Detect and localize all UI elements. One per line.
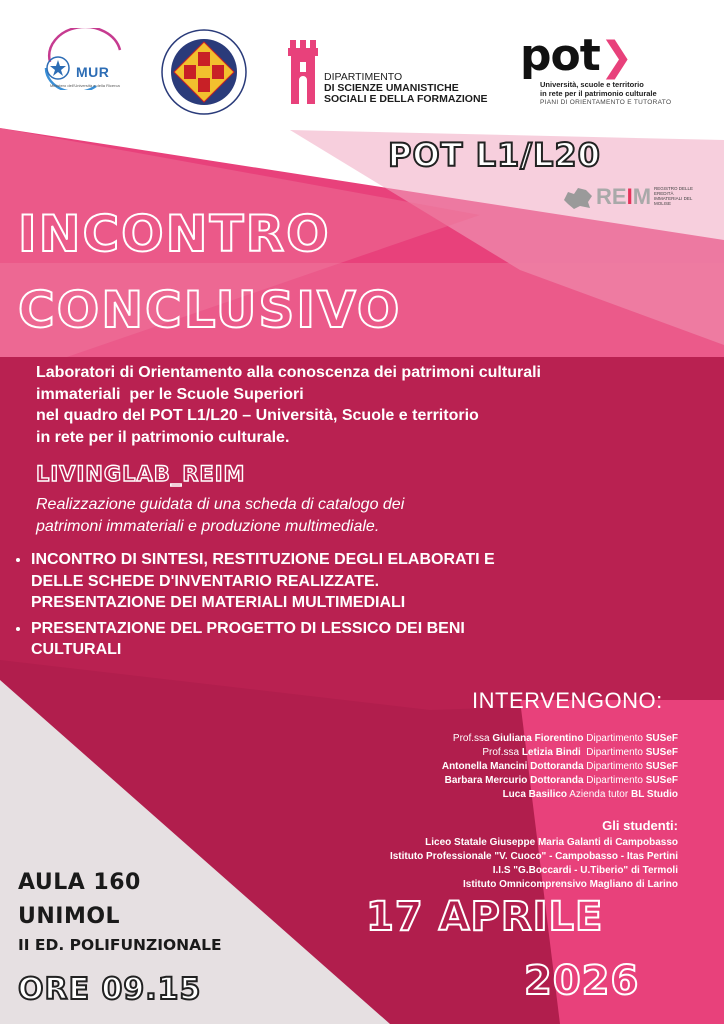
speaker-name: Letizia Bindi bbox=[521, 747, 581, 758]
molise-map-icon bbox=[562, 186, 594, 210]
pot-tagline bbox=[540, 80, 657, 98]
reim-logo-re: RE bbox=[596, 184, 627, 209]
heading-line-1: INCONTRO bbox=[18, 205, 331, 263]
intro-line-4: in rete per il patrimonio culturale. bbox=[36, 428, 290, 446]
pot-tagline-2: in rete per il patrimonio culturale bbox=[540, 89, 657, 98]
department-line-3: SOCIALI E DELLA FORMAZIONE bbox=[324, 93, 488, 105]
reim-logo-caption: REGISTRO DELLE EREDITÀ IMMATERIALI DEL MOLISE bbox=[654, 186, 694, 206]
arrow-right-icon: ❯ bbox=[599, 34, 633, 80]
activity-description bbox=[36, 494, 596, 537]
event-date: 17 APRILE bbox=[366, 894, 604, 940]
speaker-name: Luca Basilico bbox=[502, 789, 568, 800]
reim-logo bbox=[596, 184, 651, 210]
speaker-org: SUSeF bbox=[645, 733, 678, 744]
speakers-title: INTERVENGONO: bbox=[472, 688, 663, 713]
program-code: POT L1/L20 bbox=[388, 136, 601, 174]
speaker-role: Azienda tutor bbox=[567, 789, 631, 800]
schools-list bbox=[390, 836, 678, 892]
venue-university: UNIMOL bbox=[18, 904, 121, 929]
description-line-2: patrimoni immateriali e produzione multimediale. bbox=[36, 517, 380, 535]
speaker-row bbox=[442, 746, 678, 760]
speaker-role: Dipartimento bbox=[583, 761, 646, 772]
speaker-row bbox=[442, 732, 678, 746]
description-line-1: Realizzazione guidata di una scheda di catalogo dei bbox=[36, 496, 405, 513]
mur-logo bbox=[36, 28, 128, 90]
intro-text bbox=[36, 362, 676, 448]
speaker-row bbox=[442, 760, 678, 774]
speaker-role: Dipartimento bbox=[580, 747, 646, 758]
department-name bbox=[324, 72, 488, 105]
speaker-org: SUSeF bbox=[645, 775, 678, 786]
students-title: Gli studenti: bbox=[602, 818, 678, 833]
agenda-item: • PRESENTAZIONE DEL PROGETTO DI LESSICO DEI BENI CULTURALI bbox=[31, 618, 511, 661]
speaker-row bbox=[442, 774, 678, 788]
pot-logo bbox=[520, 30, 633, 81]
reim-logo-m: M bbox=[632, 184, 652, 209]
agenda-item: • INCONTRO DI SINTESI, RESTITUZIONE DEGLI ELABORATI E DELLE SCHEDE D'INVENTARIO REALIZZATE. PRESENTAZIONE DEI MATERIALI MULTIMEDIALI bbox=[31, 549, 511, 614]
university-seal-logo bbox=[160, 28, 248, 116]
school-item: Istituto Omnicomprensivo Magliano di Larino bbox=[462, 879, 678, 890]
speaker-row bbox=[442, 788, 678, 802]
mur-logo-subtitle: Ministero dell'Università e della Ricerca bbox=[50, 83, 120, 88]
speaker-prefix: Prof.ssa bbox=[452, 733, 493, 744]
intro-line-3: nel quadro del POT L1/L20 – Università, Scuole e territorio bbox=[36, 407, 479, 424]
livinglab-title: LIVINGLAB_REIM bbox=[36, 462, 246, 486]
pot-logo-word: pot bbox=[520, 30, 600, 81]
school-item: Liceo Statale Giuseppe Maria Galanti di Campobasso bbox=[425, 837, 678, 848]
reim-logo-i: I bbox=[626, 184, 633, 209]
mur-logo-text: MUR bbox=[76, 64, 110, 80]
speaker-prefix: Prof.ssa bbox=[482, 747, 522, 758]
venue-room: AULA 160 bbox=[18, 870, 141, 895]
school-item: Istituto Professionale "V. Cuoco" - Campobasso - Itas Pertini bbox=[389, 851, 678, 862]
department-line-2: DI SCIENZE UMANISTICHE bbox=[324, 82, 459, 94]
event-time: ORE 09.15 bbox=[18, 972, 202, 1007]
speakers-list bbox=[442, 732, 678, 802]
speaker-name: Antonella Mancini Dottoranda bbox=[441, 761, 584, 772]
school-item: I.I.S "G.Boccardi - U.Tiberio" di Termoli bbox=[492, 865, 678, 876]
venue-building: II ED. POLIFUNZIONALE bbox=[18, 936, 222, 954]
department-line-1: DIPARTIMENTO bbox=[324, 71, 403, 83]
heading-line-2: CONCLUSIVO bbox=[18, 281, 402, 339]
speaker-name: Barbara Mercurio Dottoranda bbox=[444, 775, 584, 786]
speaker-org: SUSeF bbox=[645, 761, 678, 772]
speaker-org: BL Studio bbox=[630, 789, 678, 800]
speaker-role: Dipartimento bbox=[583, 775, 646, 786]
speaker-org: SUSeF bbox=[645, 747, 678, 758]
agenda-list bbox=[12, 549, 511, 665]
tower-icon bbox=[286, 40, 320, 104]
speaker-role: Dipartimento bbox=[583, 733, 646, 744]
event-year: 2026 bbox=[524, 958, 640, 1004]
pot-subtitle: PIANI DI ORIENTAMENTO E TUTORATO bbox=[540, 99, 672, 106]
intro-line-2: immateriali per le Scuole Superiori bbox=[36, 385, 304, 403]
pot-tagline-1: Università, scuole e territorio bbox=[540, 80, 644, 89]
intro-line-1: Laboratori di Orientamento alla conoscenza dei patrimoni culturali bbox=[36, 364, 541, 381]
speaker-name: Giuliana Fiorentino bbox=[492, 733, 584, 744]
